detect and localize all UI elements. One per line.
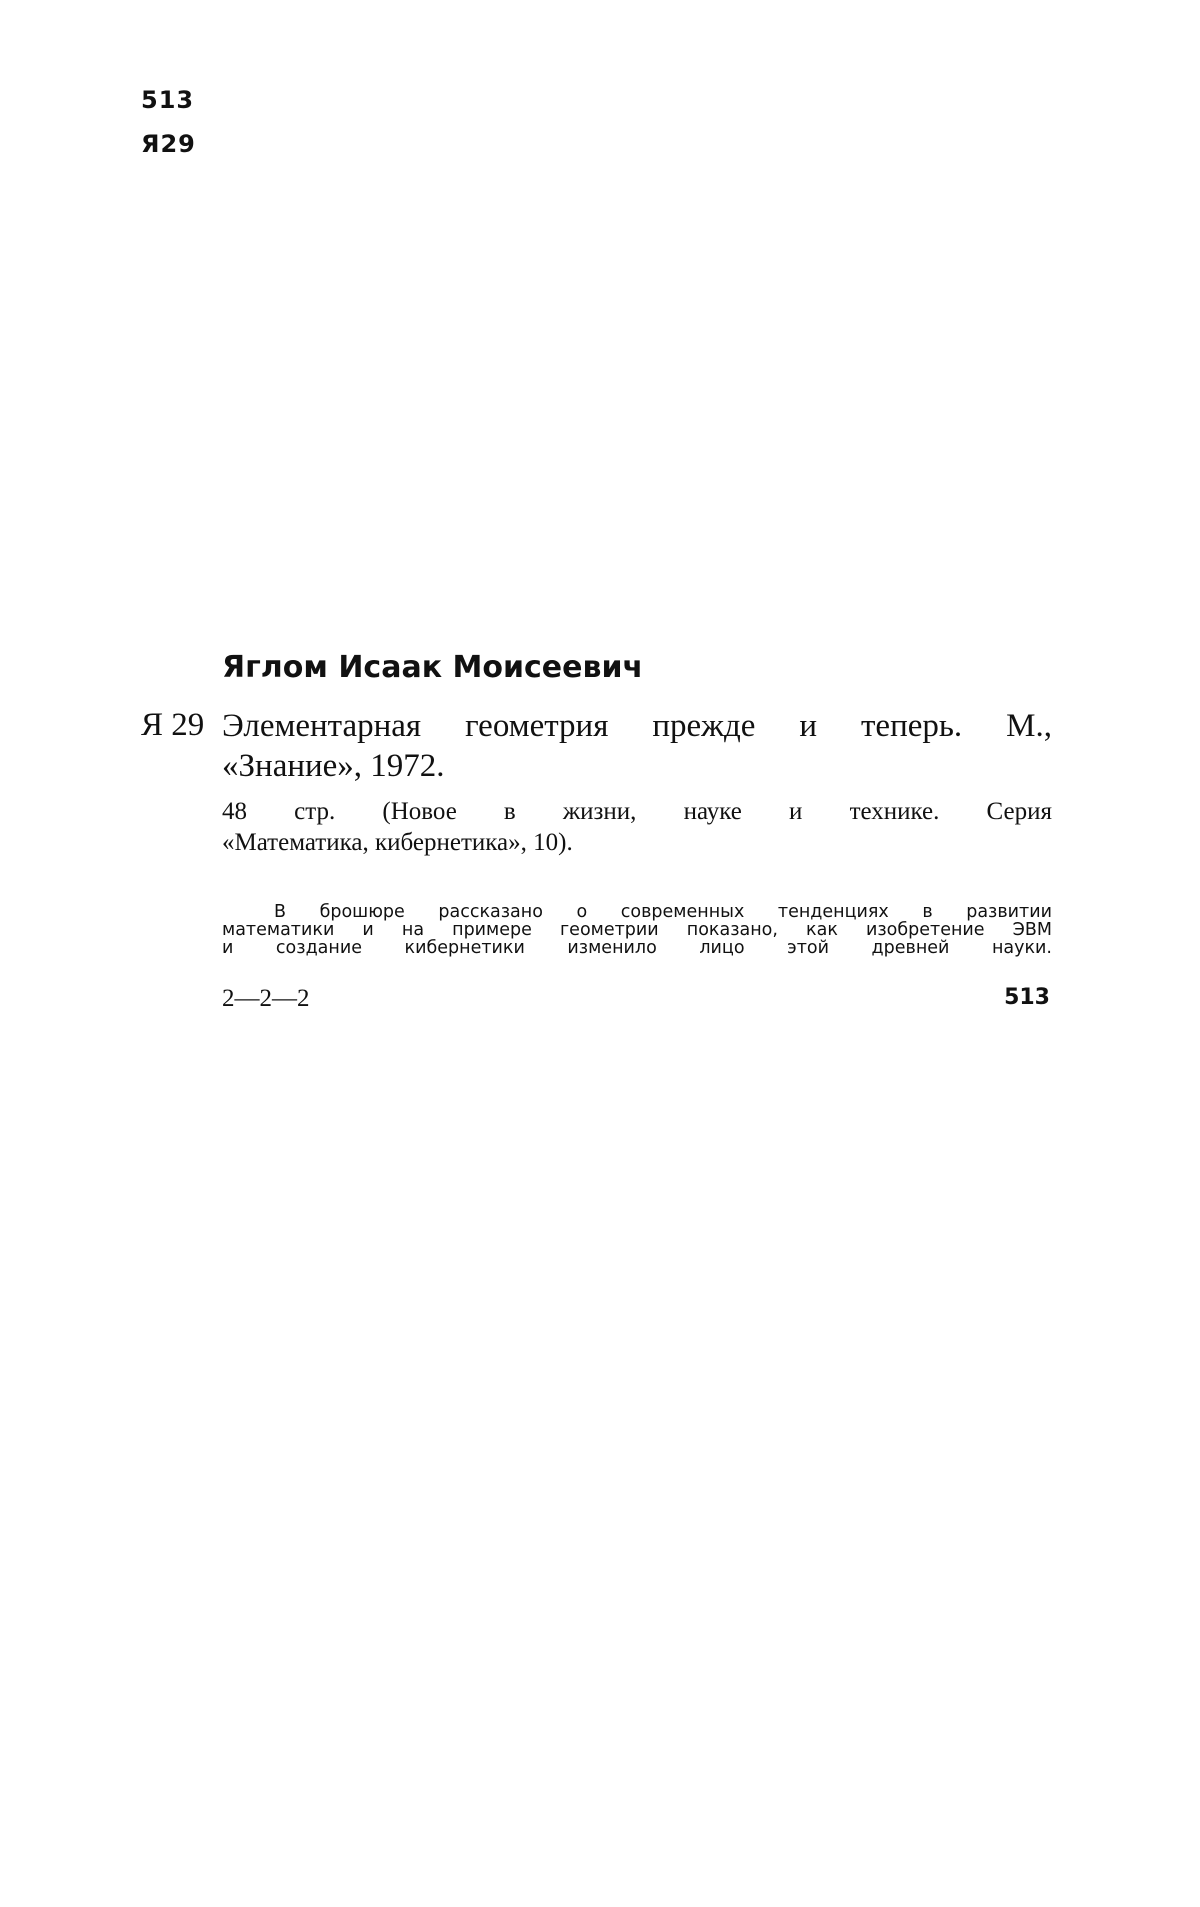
- author-name: Яглом Исаак Моисеевич: [222, 650, 644, 685]
- author-mark: Я 29: [141, 707, 205, 743]
- udc-footer: 513: [1004, 985, 1050, 1010]
- catalog-code: 2—2—2: [222, 985, 310, 1012]
- udc-author-mark: Я29: [141, 130, 196, 158]
- series-line-1: 48 стр. (Новое в жизни, науке и технике. Серия: [222, 798, 1052, 825]
- series-line-2: «Математика, кибернетика», 10).: [222, 829, 573, 856]
- abstract-line-2: математики и на примере геометрии показано, как изобретение ЭВМ: [222, 920, 1052, 940]
- abstract-line-1: В брошюре рассказано о современных тенденциях в развитии: [274, 902, 1052, 922]
- title-line-1: Элементарная геометрия прежде и теперь. М.,: [222, 708, 1052, 744]
- abstract-line-3: и создание кибернетики изменило лицо этой древней науки.: [222, 938, 1052, 958]
- title-line-2: «Знание», 1972.: [222, 748, 445, 784]
- udc-index: 513: [141, 86, 195, 114]
